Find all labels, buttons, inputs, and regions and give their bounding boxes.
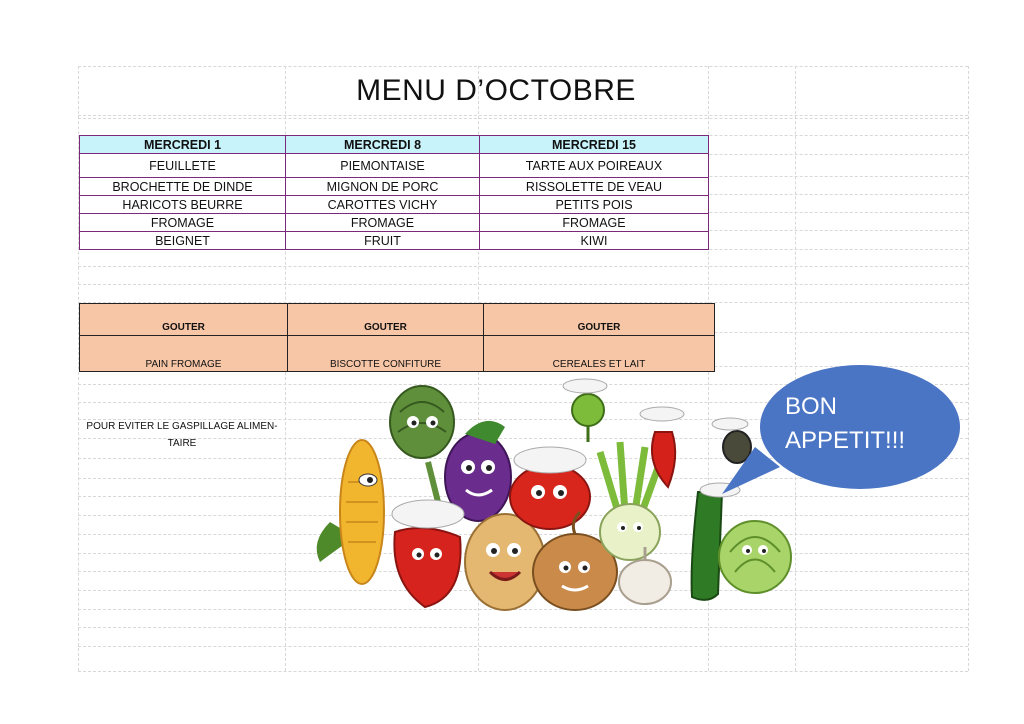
pea-icon — [563, 379, 607, 442]
menu-row-side — [80, 196, 709, 214]
snack-table — [79, 303, 715, 372]
menu-row-cheese — [80, 214, 709, 232]
menu-header-day-1: MERCREDI 1 — [80, 136, 286, 154]
waste-note-line-1: POUR EVITER LE GASPILLAGE ALIMEN- — [86, 421, 278, 432]
menu-cell: PETITS POIS — [480, 196, 709, 214]
menu-cell: RISSOLETTE DE VEAU — [480, 178, 709, 196]
menu-cell: TARTE AUX POIREAUX — [480, 154, 709, 178]
snack-item: CEREALES ET LAIT — [484, 336, 715, 372]
snack-header: GOUTER — [80, 304, 288, 336]
snack-header: GOUTER — [484, 304, 715, 336]
menu-cell: FROMAGE — [80, 214, 286, 232]
menu-header-row — [80, 136, 709, 154]
menu-cell: HARICOTS BEURRE — [80, 196, 286, 214]
menu-row-starter — [80, 154, 709, 178]
gridline-h — [78, 627, 968, 628]
menu-cell: FRUIT — [286, 232, 480, 250]
page-title: MENU D’OCTOBRE — [356, 74, 636, 107]
menu-cell: CAROTTES VICHY — [286, 196, 480, 214]
menu-cell: FROMAGE — [480, 214, 709, 232]
menu-cell: BEIGNET — [80, 232, 286, 250]
bubble-line-2: APPETIT!!! — [785, 427, 906, 454]
waste-note — [84, 418, 280, 452]
menu-header-day-2: MERCREDI 8 — [286, 136, 480, 154]
gridline-h — [78, 671, 968, 672]
potato-icon — [465, 514, 545, 610]
red-pepper-icon — [392, 500, 464, 607]
waste-note-line-2: TAIRE — [167, 438, 197, 449]
snack-header-row — [80, 304, 715, 336]
menu-cell: MIGNON DE PORC — [286, 178, 480, 196]
gridline-h — [78, 66, 968, 67]
gridline-h — [78, 284, 968, 285]
snack-header: GOUTER — [288, 304, 484, 336]
menu-row-dessert — [80, 232, 709, 250]
cabbage-icon — [719, 521, 791, 593]
snack-item: PAIN FROMAGE — [80, 336, 288, 372]
menu-cell: BROCHETTE DE DINDE — [80, 178, 286, 196]
snack-item: BISCOTTE CONFITURE — [288, 336, 484, 372]
menu-header-day-3: MERCREDI 15 — [480, 136, 709, 154]
menu-cell: PIEMONTAISE — [286, 154, 480, 178]
fennel-icon — [600, 442, 660, 560]
gridline-v — [968, 66, 969, 671]
gridline-h — [78, 115, 968, 116]
gridline-h — [78, 266, 968, 267]
gridline-h — [78, 118, 968, 119]
menu-cell: FROMAGE — [286, 214, 480, 232]
corn-icon — [317, 440, 384, 584]
bubble-text — [785, 390, 905, 458]
menu-cell: KIWI — [480, 232, 709, 250]
snack-items-row — [80, 336, 715, 372]
gridline-h — [78, 646, 968, 647]
chili-icon — [640, 407, 684, 487]
menu-cell: FEUILLETE — [80, 154, 286, 178]
lunch-menu-table — [79, 135, 709, 250]
bubble-line-1: BON — [785, 393, 838, 420]
artichoke-icon — [390, 386, 454, 502]
menu-row-main — [80, 178, 709, 196]
